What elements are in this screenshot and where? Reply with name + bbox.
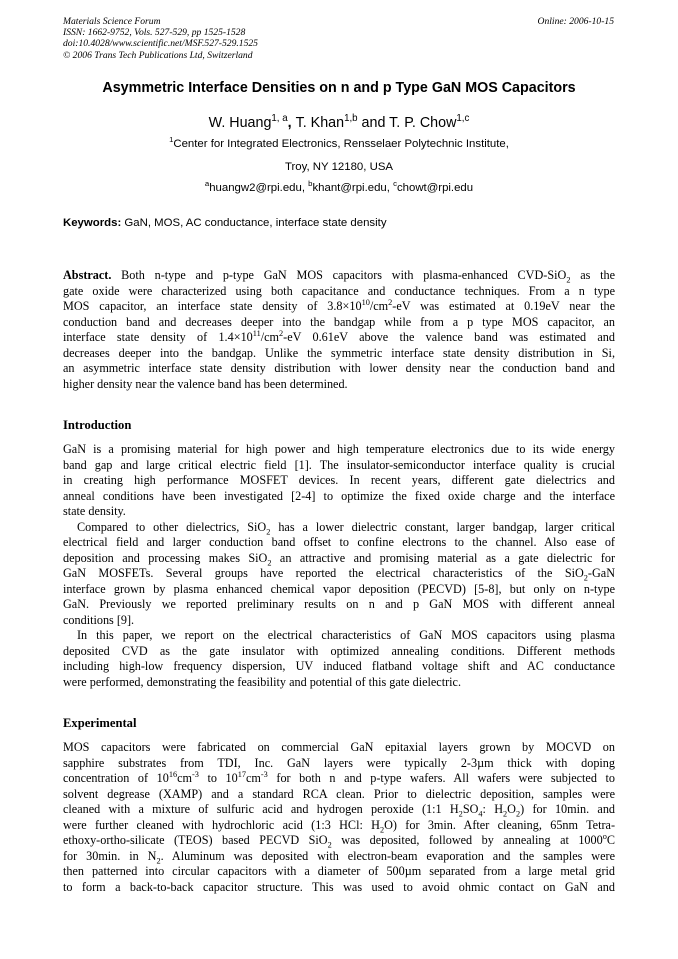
- author-list: W. Huang$^{1, a}$, T. Khan$^{1,b}$ and T. P. Chow$^{1,c}$: [208, 113, 470, 131]
- affiliation-address: Troy, NY 12180, USA: [284, 161, 394, 173]
- email-link[interactable]: huangw2@rpi.edu,: [209, 182, 309, 194]
- journal-header: [63, 16, 258, 61]
- paper-title: Asymmetric Interface Densities on n and p Type GaN MOS Capacitors: [102, 80, 576, 96]
- author-name: T. P. Chow: [389, 115, 457, 131]
- keywords-label: Keywords:: [63, 217, 122, 229]
- online-date: Online: 2006-10-15: [537, 16, 614, 27]
- journal-name: Materials Science Forum: [63, 16, 161, 27]
- abstract: Abstract. Both n-type and p-type GaN MOS capacitors with plasma-enhanced CVD-SiO$_2$ as the gate oxide were characterized using both capacitance and conductance techniques. From a n type MOS capacitor, an interface state density of $3.8\times 10^{10}/cm^2-eV$ was estimated at 0.19eV near the conduction band and decreases deeper into the bandgap while from a p type MOS capacitor, an interface state density of $1.4\times 10^{11}/cm^2-eV$ 0.61eV above the valence band was estimated and decreases deeper into the bandgap. Unlike the symmetric interface state density distribution in Si, an asymmetric interface state density distribution with lower density near the conduction band and higher density near the valence band has been determined.: [63, 268, 615, 391]
- affiliation-line: $^1$Center for Integrated Electronics, Rensselaer Polytechnic Institute,: [169, 135, 509, 150]
- doi[interactable]: doi:10.4028/www.scientific.net/MSF.527-529.1525: [63, 38, 258, 50]
- author-name: W. Huang: [208, 115, 272, 131]
- issn: ISSN: 1662-9752, Vols. 527-529, pp 1525-1528: [63, 27, 246, 39]
- section-heading-introduction: Introduction: [63, 418, 132, 432]
- experimental-body: MOS capacitors were fabricated on commercial GaN epitaxial layers grown by MOCVD on sapphire substrates from TDI, Inc. GaN layers were typically 2-3µm thick with doping concentration of $10^{16}cm^{-3}$ to $10^{17}cm^{-3}$ for both n and p-type wafers. All wafers were subjected to solvent degrease (XAMP) and a standard RCA clean. Prior to dielectric deposition, samples were cleaned with a mixture of sulfuric acid and hydrogen peroxide (1:1 $H_2SO_4$: $H_2O_2$) for 10min. and were further cleaned with hydrochloric acid (1:3 HCl: $H_2O$) for 3min. After cleaning, 65nm Tetra- ethoxy-ortho-silicate (TEOS) based PECVD SiO$_2$ was deposited, followed by annealing at 1000$^o$C for 30min. in $N_2$. Aluminum was deposited with electron-beam evaporation and the samples were then patterned into circular capacitors with a diameter of 500µm separated from a large metal grid to form a back-to-back capacitor structure. This was used to avoid ohmic contact on GaN and: [63, 740, 616, 894]
- introduction-body: GaN is a promising material for high power and high temperature electronics due to its wide energy band gap and large critical electric field [1]. The insulator-semiconductor interface quality is crucial in creating high performance MOSFET devices. In recent years, different gate dielectrics and anneal conditions have been investigated [2-4] to optimize the fixed oxide charge and the interface state density. Compared to other dielectrics, SiO$_2$ has a lower dielectric constant, larger bandgap, larger critical electrical field and larger conduction band offset to confine electrons to the channel. Also ease of deposition and processing makes SiO$_2$ an attractive and promising material as a gate dielectric for GaN MOSFETs. Several groups have reported the electrical characteristics of the SiO$_2$-GaN interface grown by plasma enhanced chemical vapor deposition (PECVD) [5-8], but only on n-type GaN. Previously we reported preliminary results on n and p GaN MOS with different anneal conditions [9]. In this paper, we report on the electrical characteristics of GaN MOS capacitors using plasma deposited CVD as the gate insulator with optimized annealing conditions. Different methods including high-low frequency dispersion, UV induced flatband voltage shift and AC conductance were performed, demonstrating the feasibility and potential of this gate dielectric.: [63, 442, 615, 689]
- author-emails: $^a$huangw2@rpi.edu, $^b$khant@rpi.edu, $^c$chowt@rpi.edu: [204, 179, 474, 194]
- email-link[interactable]: khant@rpi.edu,: [312, 182, 394, 194]
- section-heading-experimental: Experimental: [63, 716, 137, 730]
- author-name: T. Khan: [295, 115, 345, 131]
- copyright: © 2006 Trans Tech Publications Ltd, Switzerland: [63, 49, 253, 61]
- email-link[interactable]: chowt@rpi.edu: [396, 182, 474, 194]
- keywords: Keywords: GaN, MOS, AC conductance, interface state density: [63, 217, 387, 229]
- abstract-label: Abstract.: [63, 268, 112, 282]
